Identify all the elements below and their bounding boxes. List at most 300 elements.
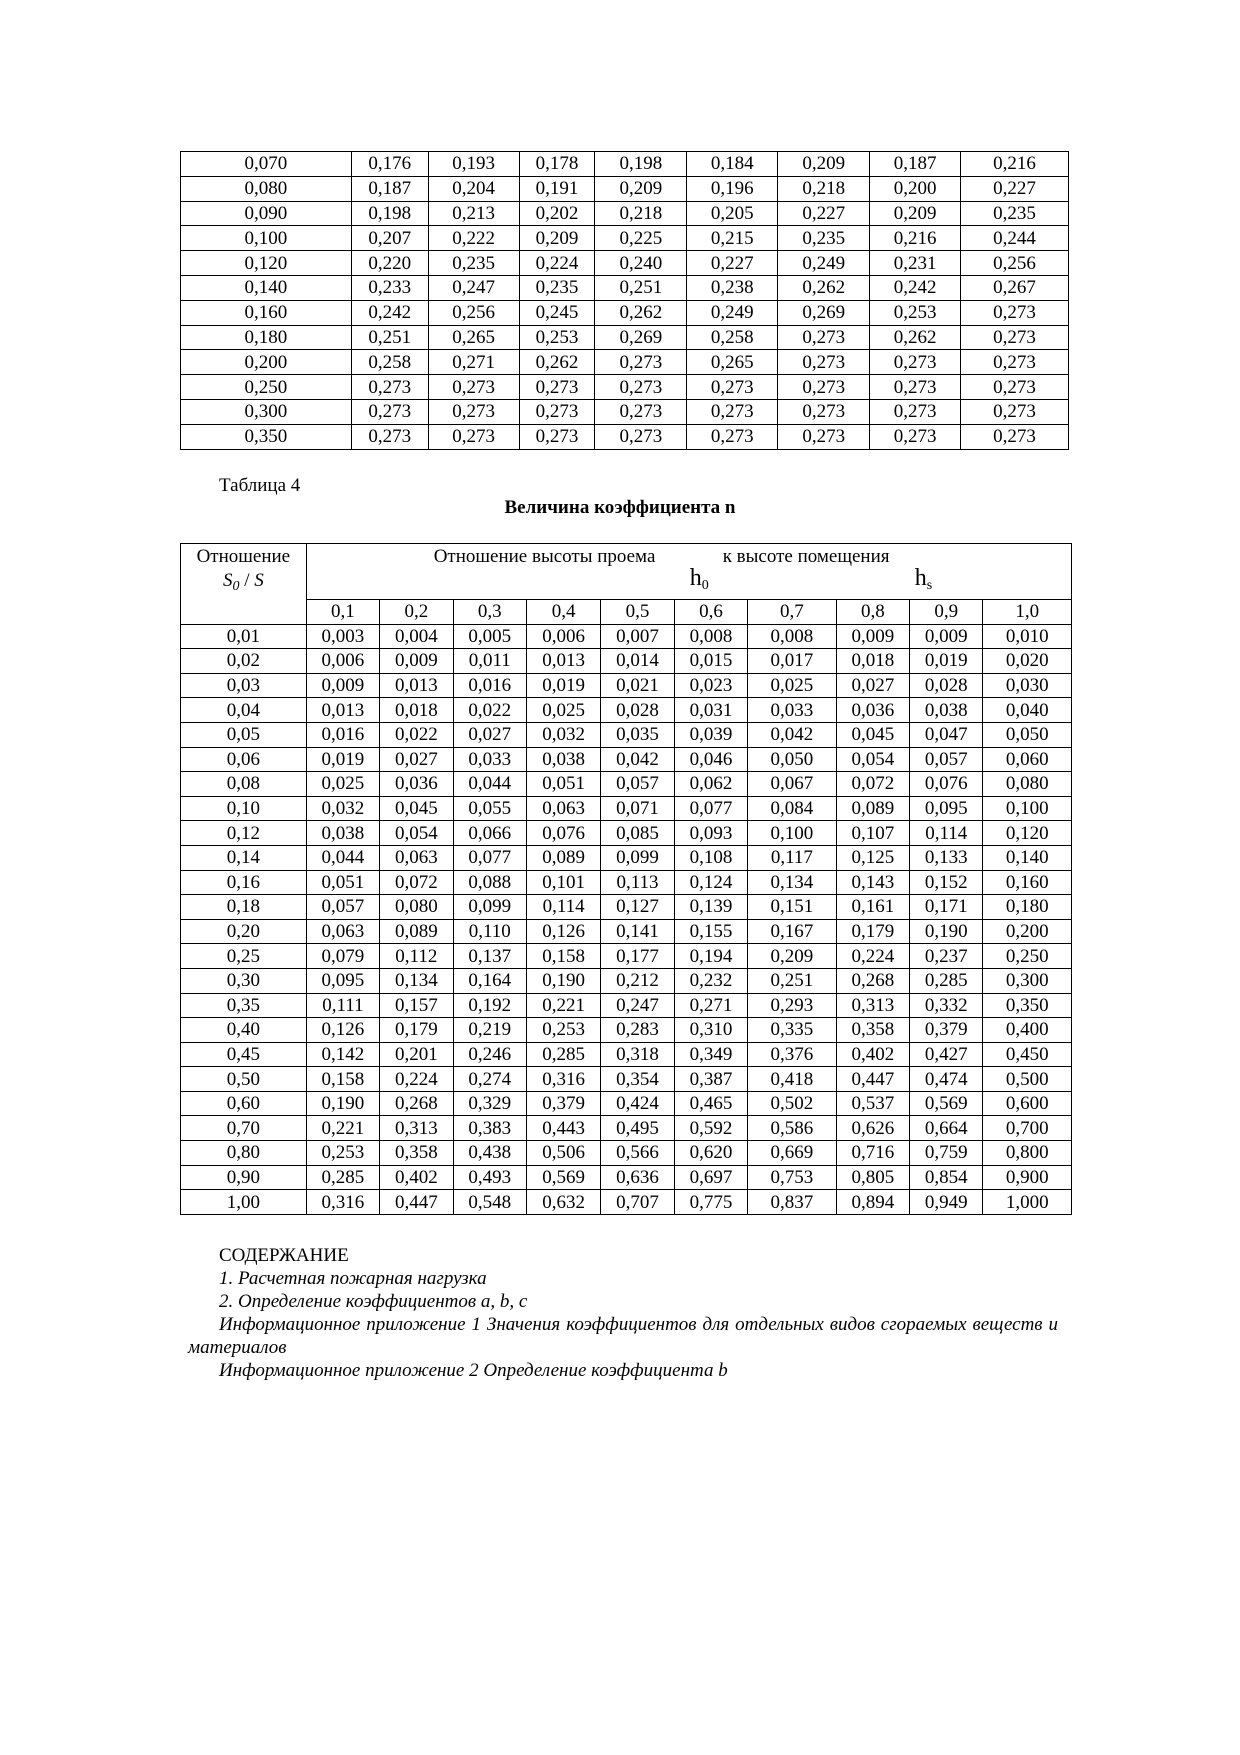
table-cell: 0,190 [910,919,983,944]
row-label-cell: 0,01 [181,624,307,649]
table-cell: 0,247 [601,993,674,1018]
table-cell: 0,273 [595,399,687,424]
table-cell: 0,273 [961,399,1069,424]
table-cell: 0,216 [961,152,1069,177]
table-cell: 0,273 [687,375,778,400]
table-cell: 0,184 [687,152,778,177]
table-cell: 0,247 [428,275,519,300]
table-cell: 0,240 [595,251,687,276]
row-label-cell: 0,14 [181,845,307,870]
table-cell: 0,219 [453,1018,526,1043]
table-cell: 0,566 [601,1141,674,1166]
table-cell: 0,050 [983,722,1072,747]
table-cell: 0,273 [870,350,961,375]
table-cell: 0,700 [983,1116,1072,1141]
row-label-cell: 0,140 [181,275,352,300]
table-row [181,722,1072,747]
table-cell: 0,447 [380,1190,453,1215]
table-of-contents [188,1244,1058,1382]
table-4 [180,543,1072,1215]
table-cell: 0,187 [870,152,961,177]
table-cell: 0,099 [453,895,526,920]
column-header-cell: 0,3 [453,600,526,625]
toc-item-3: Информационное приложение 1 Значения коэффициентов для отдельных видов сгораемых веществ и материалов [188,1314,1058,1358]
table-cell: 0,268 [380,1091,453,1116]
table-cell: 0,111 [306,993,379,1018]
table-cell: 0,031 [674,698,747,723]
table-cell: 0,707 [601,1190,674,1215]
table-cell: 0,402 [836,1042,909,1067]
row-label-cell: 0,350 [181,424,352,449]
table-cell: 0,019 [526,673,600,698]
table-cell: 0,139 [674,895,747,920]
table-cell: 0,251 [748,968,836,993]
table-cell: 0,072 [380,870,453,895]
table-cell: 0,273 [961,375,1069,400]
table-cell: 0,018 [836,649,909,674]
table-cell: 0,117 [748,845,836,870]
row-label-cell: 0,40 [181,1018,307,1043]
table-cell: 0,273 [519,399,595,424]
row-label-cell: 0,200 [181,350,352,375]
table-cell: 0,265 [687,350,778,375]
table-cell: 0,805 [836,1165,909,1190]
table-cell: 0,318 [601,1042,674,1067]
table-cell: 0,047 [910,722,983,747]
row-label-cell: 0,80 [181,1141,307,1166]
table-cell: 0,011 [453,649,526,674]
table-cell: 0,379 [526,1091,600,1116]
table-cell: 0,010 [983,624,1072,649]
table-cell: 0,151 [748,895,836,920]
row-label-cell: 0,300 [181,399,352,424]
table-cell: 0,100 [748,821,836,846]
table-row [181,1091,1072,1116]
table-cell: 0,253 [870,300,961,325]
row-label-cell: 0,070 [181,152,352,177]
row-label-cell: 0,35 [181,993,307,1018]
table-cell: 0,033 [453,747,526,772]
table-cell: 0,218 [778,176,870,201]
table-cell: 0,387 [674,1067,747,1092]
table-cell: 0,383 [453,1116,526,1141]
table-cell: 0,273 [961,350,1069,375]
table-cell: 0,008 [748,624,836,649]
table-cell: 0,045 [380,796,453,821]
table-cell: 0,205 [687,201,778,226]
group-header-text-left: Отношение высоты проема [433,546,656,567]
row-header-line1: Отношение [196,546,291,567]
row-label-cell: 0,180 [181,325,352,350]
table-row [181,968,1072,993]
table-cell: 0,251 [595,275,687,300]
table-cell: 0,193 [428,152,519,177]
table-cell: 0,095 [910,796,983,821]
table-row [181,1067,1072,1092]
table-cell: 0,062 [674,772,747,797]
table-cell: 0,273 [870,375,961,400]
table-cell: 0,273 [519,424,595,449]
table-cell: 0,465 [674,1091,747,1116]
table-cell: 0,227 [961,176,1069,201]
table-cell: 0,003 [306,624,379,649]
table-cell: 0,273 [870,424,961,449]
table-cell: 0,285 [910,968,983,993]
table-cell: 0,273 [687,399,778,424]
table-cell: 0,200 [870,176,961,201]
table-cell: 0,293 [748,993,836,1018]
table-cell: 0,032 [306,796,379,821]
toc-item-2: 2. Определение коэффициентов a, b, c [219,1291,528,1312]
table-cell: 0,424 [601,1091,674,1116]
table-cell: 0,225 [595,226,687,251]
table-cell: 0,038 [526,747,600,772]
toc-heading: СОДЕРЖАНИЕ [219,1245,349,1266]
table-4-body [181,624,1072,1214]
table-cell: 0,400 [983,1018,1072,1043]
table-cell: 0,231 [870,251,961,276]
table-cell: 0,335 [748,1018,836,1043]
table-cell: 0,036 [836,698,909,723]
table-cell: 0,358 [380,1141,453,1166]
table-cell: 0,190 [526,968,600,993]
table-row [181,1141,1072,1166]
table-cell: 0,256 [428,300,519,325]
table-cell: 0,107 [836,821,909,846]
table-cell: 0,180 [983,895,1072,920]
table-cell: 0,019 [306,747,379,772]
table-cell: 0,004 [380,624,453,649]
table-cell: 0,273 [595,424,687,449]
row-label-cell: 0,08 [181,772,307,797]
table-cell: 0,044 [453,772,526,797]
table-cell: 0,273 [778,375,870,400]
column-header-cell: 0,7 [748,600,836,625]
row-label-cell: 0,03 [181,673,307,698]
column-header-cell: 0,4 [526,600,600,625]
column-header-cell: 0,1 [306,600,379,625]
table-cell: 0,089 [836,796,909,821]
table-cell: 0,015 [674,649,747,674]
table-cell: 0,894 [836,1190,909,1215]
table-cell: 0,100 [983,796,1072,821]
table-cell: 0,057 [910,747,983,772]
table-cell: 0,273 [351,399,428,424]
table-cell: 0,051 [526,772,600,797]
table-row [181,1190,1072,1215]
table-cell: 0,066 [453,821,526,846]
table-cell: 0,025 [748,673,836,698]
table-cell: 0,101 [526,870,600,895]
table-cell: 0,212 [601,968,674,993]
table-cell: 0,108 [674,845,747,870]
table-cell: 0,022 [380,722,453,747]
table-cell: 0,040 [983,698,1072,723]
table-cell: 1,000 [983,1190,1072,1215]
table-cell: 0,227 [687,251,778,276]
table-cell: 0,201 [380,1042,453,1067]
table-cell: 0,158 [306,1067,379,1092]
table-cell: 0,134 [748,870,836,895]
table-cell: 0,142 [306,1042,379,1067]
table-cell: 0,112 [380,944,453,969]
column-header-cell: 0,8 [836,600,909,625]
table-cell: 0,071 [601,796,674,821]
table-cell: 0,194 [674,944,747,969]
table-cell: 0,495 [601,1116,674,1141]
table-cell: 0,125 [836,845,909,870]
table-cell: 0,537 [836,1091,909,1116]
row-label-cell: 0,120 [181,251,352,276]
column-header-cell: 0,5 [601,600,674,625]
table-cell: 0,028 [601,698,674,723]
table-cell: 0,072 [836,772,909,797]
table-cell: 0,273 [351,375,428,400]
table-cell: 0,313 [836,993,909,1018]
table-cell: 0,013 [526,649,600,674]
table-cell: 0,016 [306,722,379,747]
table-cell: 0,077 [453,845,526,870]
row-label-cell: 0,45 [181,1042,307,1067]
table-row [181,350,1069,375]
table-cell: 0,283 [601,1018,674,1043]
row-label-cell: 0,16 [181,870,307,895]
table-cell: 0,265 [428,325,519,350]
table-cell: 0,209 [870,201,961,226]
table-cell: 0,063 [306,919,379,944]
table-cell: 0,006 [526,624,600,649]
table-cell: 0,161 [836,895,909,920]
table-cell: 0,418 [748,1067,836,1092]
table-cell: 0,124 [674,870,747,895]
table-cell: 0,202 [519,201,595,226]
table-4-label: Таблица 4 [219,475,301,496]
table-cell: 0,332 [910,993,983,1018]
table-cell: 0,032 [526,722,600,747]
table-cell: 0,402 [380,1165,453,1190]
row-label-cell: 0,18 [181,895,307,920]
toc-item-4: Информационное приложение 2 Определение коэффициента b [219,1360,728,1381]
table-cell: 0,267 [961,275,1069,300]
table-cell: 0,273 [351,424,428,449]
table-cell: 0,697 [674,1165,747,1190]
table-cell: 0,316 [526,1067,600,1092]
table-row [181,399,1069,424]
table-cell: 0,021 [601,673,674,698]
table-cell: 0,837 [748,1190,836,1215]
table-cell: 0,253 [519,325,595,350]
table-cell: 0,274 [453,1067,526,1092]
table-cell: 0,007 [601,624,674,649]
table-cell: 0,158 [526,944,600,969]
table-cell: 0,067 [748,772,836,797]
table-cell: 0,227 [778,201,870,226]
table-cell: 0,358 [836,1018,909,1043]
table-row [181,895,1072,920]
table-cell: 0,030 [983,673,1072,698]
table-cell: 0,224 [836,944,909,969]
table-cell: 0,854 [910,1165,983,1190]
table-cell: 0,176 [351,152,428,177]
table-cell: 0,271 [674,993,747,1018]
table-cell: 0,592 [674,1116,747,1141]
column-header-cell: 0,9 [910,600,983,625]
table-row [181,325,1069,350]
table-cell: 0,474 [910,1067,983,1092]
table-row [181,152,1069,177]
table-row [181,275,1069,300]
table-cell: 0,179 [380,1018,453,1043]
table-cell: 0,273 [519,375,595,400]
table-cell: 0,093 [674,821,747,846]
table-cell: 0,258 [687,325,778,350]
table-cell: 0,800 [983,1141,1072,1166]
table-cell: 0,235 [961,201,1069,226]
table-cell: 0,179 [836,919,909,944]
table-cell: 0,190 [306,1091,379,1116]
table-cell: 0,269 [595,325,687,350]
table-cell: 0,009 [380,649,453,674]
table-cell: 0,025 [526,698,600,723]
row-label-cell: 0,04 [181,698,307,723]
table-cell: 0,244 [961,226,1069,251]
table-row [181,821,1072,846]
table-cell: 0,256 [961,251,1069,276]
row-header-cell [181,544,307,625]
table-cell: 0,089 [526,845,600,870]
table-cell: 0,310 [674,1018,747,1043]
table-cell: 0,235 [519,275,595,300]
table-cell: 0,224 [519,251,595,276]
table-cell: 0,220 [351,251,428,276]
table-cell: 0,207 [351,226,428,251]
table-cell: 0,262 [870,325,961,350]
table-cell: 0,262 [519,350,595,375]
table-cell: 0,152 [910,870,983,895]
table-cell: 0,218 [595,201,687,226]
table-cell: 0,273 [961,424,1069,449]
table-row [181,1018,1072,1043]
table-cell: 0,209 [595,176,687,201]
table-cell: 0,233 [351,275,428,300]
table-row [181,845,1072,870]
table-cell: 0,548 [453,1190,526,1215]
table-cell: 0,313 [380,1116,453,1141]
table-row [181,649,1072,674]
table-cell: 0,055 [453,796,526,821]
table-cell: 0,191 [519,176,595,201]
row-label-cell: 0,05 [181,722,307,747]
table-row [181,424,1069,449]
table-cell: 0,569 [910,1091,983,1116]
table-cell: 0,080 [983,772,1072,797]
table-cell: 0,242 [870,275,961,300]
table-cell: 0,438 [453,1141,526,1166]
table-cell: 0,253 [526,1018,600,1043]
table-cell: 0,027 [380,747,453,772]
table-cell: 0,379 [910,1018,983,1043]
table-cell: 0,427 [910,1042,983,1067]
table-cell: 0,009 [836,624,909,649]
table-cell: 0,057 [306,895,379,920]
table-cell: 0,114 [910,821,983,846]
table-cell: 0,716 [836,1141,909,1166]
table-cell: 0,285 [306,1165,379,1190]
table-cell: 0,224 [380,1067,453,1092]
table-row [181,226,1069,251]
row-label-cell: 0,160 [181,300,352,325]
table-cell: 0,900 [983,1165,1072,1190]
table-cell: 0,273 [778,350,870,375]
table-cell: 0,221 [306,1116,379,1141]
table-cell: 0,187 [351,176,428,201]
table-cell: 0,063 [526,796,600,821]
table-cell: 0,215 [687,226,778,251]
table-cell: 0,054 [836,747,909,772]
hs-symbol: $h_s$ [914,565,933,593]
table-cell: 0,620 [674,1141,747,1166]
table-cell: 0,198 [351,201,428,226]
table-cell: 0,063 [380,845,453,870]
table-cell: 0,273 [778,399,870,424]
table-cell: 0,273 [961,325,1069,350]
table-cell: 0,035 [601,722,674,747]
table-cell: 0,045 [836,722,909,747]
table-cell: 0,253 [306,1141,379,1166]
table-cell: 0,171 [910,895,983,920]
table-cell: 0,018 [380,698,453,723]
row-label-cell: 0,10 [181,796,307,821]
table-cell: 0,269 [778,300,870,325]
table-cell: 0,013 [380,673,453,698]
table-cell: 0,057 [601,772,674,797]
table-4-title: Величина коэффициента n [504,497,736,518]
table-cell: 0,262 [778,275,870,300]
table-cell: 0,076 [910,772,983,797]
table-cell: 0,050 [748,747,836,772]
table-cell: 0,140 [983,845,1072,870]
table-cell: 0,271 [428,350,519,375]
table-cell: 0,262 [595,300,687,325]
table-cell: 0,273 [595,350,687,375]
table-cell: 0,221 [526,993,600,1018]
table-cell: 0,044 [306,845,379,870]
table-cell: 0,114 [526,895,600,920]
table-cell: 0,089 [380,919,453,944]
table-cell: 0,110 [453,919,526,944]
table-cell: 0,200 [983,919,1072,944]
table-row [181,1165,1072,1190]
row-label-cell: 0,090 [181,201,352,226]
table-cell: 0,076 [526,821,600,846]
table-cell: 0,133 [910,845,983,870]
table-cell: 0,099 [601,845,674,870]
table-cell: 0,120 [983,821,1072,846]
table-cell: 0,027 [836,673,909,698]
table-cell: 0,316 [306,1190,379,1215]
table-cell: 0,085 [601,821,674,846]
table-row [181,919,1072,944]
table-cell: 0,038 [306,821,379,846]
table-row [181,375,1069,400]
table-cell: 0,586 [748,1116,836,1141]
table-cell: 0,216 [870,226,961,251]
table-cell: 0,022 [453,698,526,723]
table-cell: 0,137 [453,944,526,969]
table-cell: 0,079 [306,944,379,969]
table-cell: 0,235 [428,251,519,276]
table-cell: 0,013 [306,698,379,723]
